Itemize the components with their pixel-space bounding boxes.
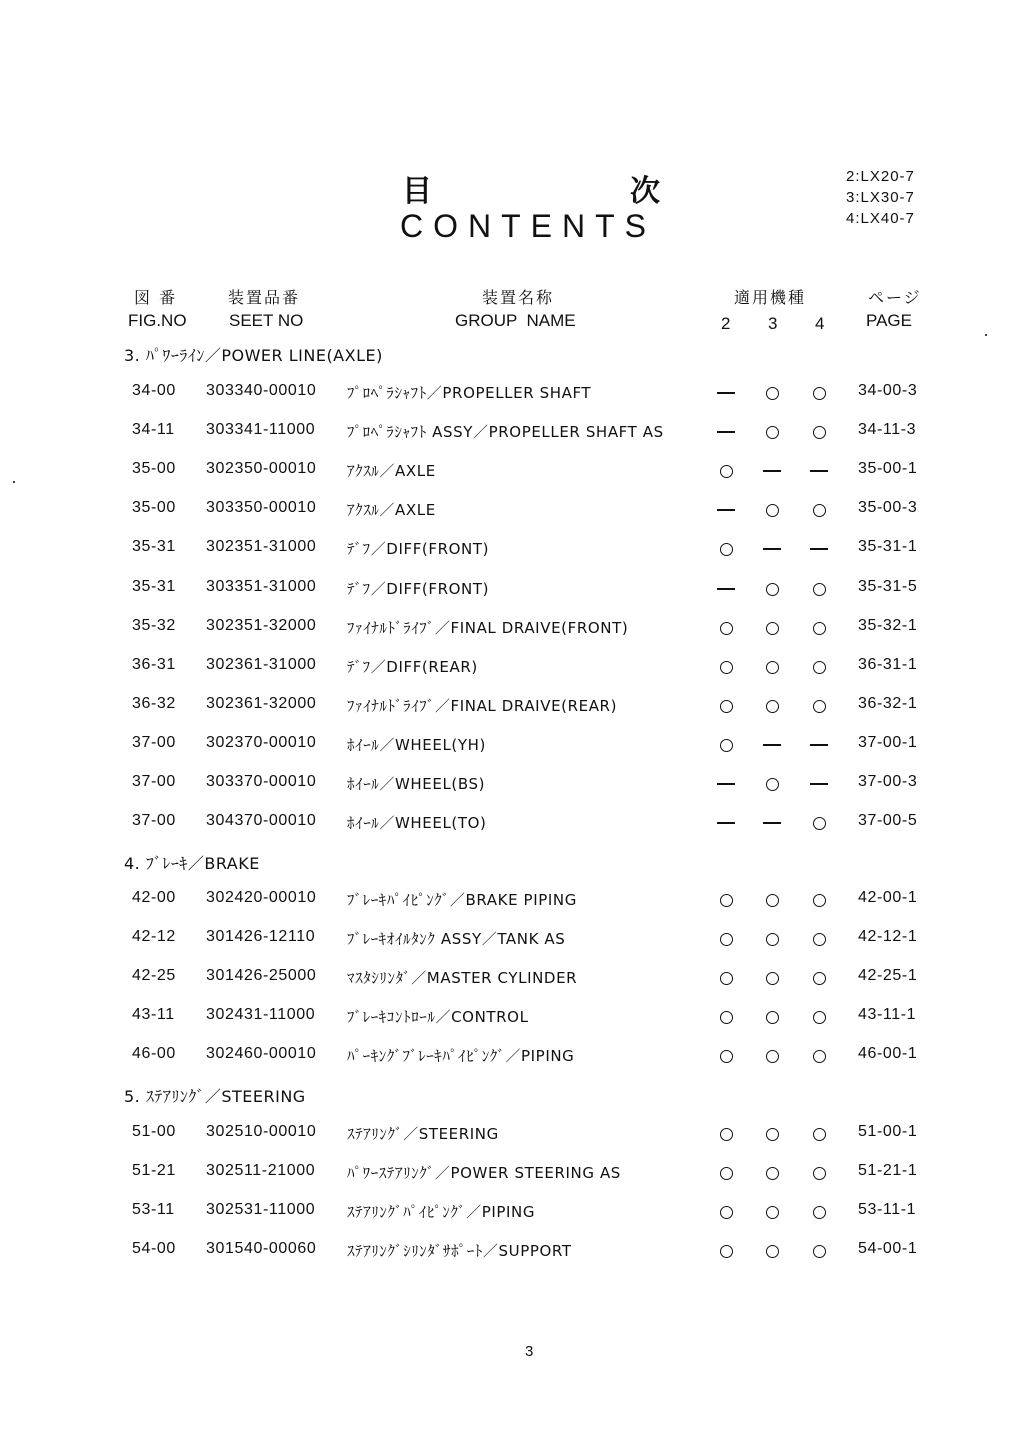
- header-sheet-no-jp: 装置品番: [228, 288, 301, 307]
- circle-icon: [813, 387, 826, 400]
- group-name: ｽﾃｱﾘﾝｸﾞ／STEERING: [347, 1125, 499, 1143]
- dash-icon: [810, 470, 828, 472]
- model-4-applicability: [810, 1048, 828, 1064]
- model-3-applicability: [763, 1009, 781, 1025]
- circle-icon: [766, 1206, 779, 1219]
- circle-icon: [766, 778, 779, 791]
- sheet-no: 302510-00010: [206, 1123, 317, 1140]
- model-3-applicability: [763, 1126, 781, 1142]
- model-3-applicability: [763, 463, 781, 479]
- circle-icon: [720, 661, 733, 674]
- model-2-applicability: [717, 502, 735, 518]
- table-row: [0, 773, 1024, 795]
- model-2-applicability: [717, 1165, 735, 1181]
- circle-icon: [813, 1245, 826, 1258]
- header-page-jp: ページ: [868, 288, 922, 307]
- circle-icon: [766, 583, 779, 596]
- section-heading: 3. ﾊﾟﾜｰﾗｲﾝ／POWER LINE(AXLE): [124, 346, 383, 365]
- model-3-applicability: [763, 970, 781, 986]
- group-name: ﾎｲｰﾙ／WHEEL(YH): [347, 736, 486, 754]
- fig-no: 46-00: [132, 1045, 176, 1062]
- model-4-applicability: [810, 815, 828, 831]
- table-row: [0, 499, 1024, 521]
- model-4-applicability: [810, 463, 828, 479]
- model-2-applicability: [717, 815, 735, 831]
- circle-icon: [720, 1206, 733, 1219]
- group-name: ﾊﾟﾜｰｽﾃｱﾘﾝｸﾞ／POWER STEERING AS: [347, 1164, 621, 1182]
- group-name: ﾌﾞﾚｰｷｵｲﾙﾀﾝｸ ASSY／TANK AS: [347, 930, 566, 948]
- circle-icon: [813, 700, 826, 713]
- circle-icon: [813, 504, 826, 517]
- fig-no: 42-12: [132, 928, 176, 945]
- circle-icon: [720, 543, 733, 556]
- page-reference: 37-00-1: [858, 734, 918, 751]
- header-model-3: 3: [768, 314, 778, 333]
- table-row: [0, 928, 1024, 950]
- sheet-no: 302361-31000: [206, 656, 317, 673]
- model-2-applicability: [717, 659, 735, 675]
- circle-icon: [813, 1167, 826, 1180]
- circle-icon: [720, 465, 733, 478]
- model-4-applicability: [810, 620, 828, 636]
- table-row: [0, 1201, 1024, 1223]
- model-3-applicability: [763, 659, 781, 675]
- circle-icon: [766, 1011, 779, 1024]
- table-row: [0, 734, 1024, 756]
- fig-no: 36-32: [132, 695, 176, 712]
- table-row: [0, 460, 1024, 482]
- page-reference: 43-11-1: [858, 1006, 917, 1023]
- scan-speck: [985, 334, 987, 336]
- group-name: ｱｸｽﾙ／AXLE: [347, 501, 436, 519]
- model-3-applicability: [763, 502, 781, 518]
- group-name: ﾌﾟﾛﾍﾟﾗｼｬﾌﾄ ASSY／PROPELLER SHAFT AS: [347, 423, 664, 441]
- sheet-no: 302431-11000: [206, 1006, 316, 1023]
- group-name: ﾃﾞﾌ／DIFF(FRONT): [347, 540, 490, 558]
- page-number: 3: [525, 1343, 534, 1360]
- model-4-applicability: [810, 541, 828, 557]
- group-name: ﾎｲｰﾙ／WHEEL(TO): [347, 814, 487, 832]
- model-2-applicability: [717, 1243, 735, 1259]
- page-reference: 35-32-1: [858, 617, 918, 634]
- model-2-applicability: [717, 620, 735, 636]
- model-3-applicability: [763, 1243, 781, 1259]
- page-reference: 35-00-3: [858, 499, 918, 516]
- page-reference: 37-00-5: [858, 812, 918, 829]
- table-row: [0, 1006, 1024, 1028]
- circle-icon: [720, 739, 733, 752]
- header-model-2: 2: [721, 314, 731, 333]
- circle-icon: [813, 933, 826, 946]
- table-row: [0, 538, 1024, 560]
- model-3-applicability: [763, 541, 781, 557]
- table-row: [0, 695, 1024, 717]
- model-4-applicability: [810, 1165, 828, 1181]
- group-name: ﾎｲｰﾙ／WHEEL(BS): [347, 775, 486, 793]
- group-name: ﾌｧｲﾅﾙﾄﾞﾗｲﾌﾞ／FINAL DRAIVE(REAR): [347, 697, 618, 715]
- circle-icon: [720, 972, 733, 985]
- model-2-applicability: [717, 1204, 735, 1220]
- fig-no: 35-31: [132, 578, 176, 595]
- sheet-no: 304370-00010: [206, 812, 317, 829]
- sheet-no: 302361-32000: [206, 695, 317, 712]
- title-jp-left: 目: [402, 174, 432, 209]
- header-sheet-no-en: SEET NO: [229, 311, 304, 330]
- model-3-applicability: [763, 1165, 781, 1181]
- fig-no: 43-11: [132, 1006, 175, 1023]
- fig-no: 51-00: [132, 1123, 176, 1140]
- page-reference: 51-00-1: [858, 1123, 918, 1140]
- model-2-applicability: [717, 698, 735, 714]
- group-name: ｱｸｽﾙ／AXLE: [347, 462, 436, 480]
- sheet-no: 302420-00010: [206, 889, 317, 906]
- model-4-applicability: [810, 385, 828, 401]
- fig-no: 35-00: [132, 460, 176, 477]
- page-reference: 36-32-1: [858, 695, 918, 712]
- model-4-applicability: [810, 1126, 828, 1142]
- table-row: [0, 578, 1024, 600]
- header-model-4: 4: [815, 314, 825, 333]
- page-reference: 42-25-1: [858, 967, 918, 984]
- circle-icon: [766, 972, 779, 985]
- group-name: ｽﾃｱﾘﾝｸﾞﾊﾟｲﾋﾟﾝｸﾞ／PIPING: [347, 1203, 536, 1221]
- sheet-no: 301426-12110: [206, 928, 316, 945]
- table-row: [0, 1123, 1024, 1145]
- model-3-applicability: [763, 892, 781, 908]
- circle-icon: [813, 622, 826, 635]
- sheet-no: 303350-00010: [206, 499, 317, 516]
- sheet-no: 302460-00010: [206, 1045, 317, 1062]
- model-2-applicability: [717, 931, 735, 947]
- fig-no: 37-00: [132, 812, 176, 829]
- fig-no: 51-21: [132, 1162, 176, 1179]
- sheet-no: 302351-32000: [206, 617, 317, 634]
- table-row: [0, 656, 1024, 678]
- table-row: [0, 421, 1024, 443]
- table-row: [0, 382, 1024, 404]
- page-reference: 42-12-1: [858, 928, 918, 945]
- model-3-applicability: [763, 698, 781, 714]
- page-reference: 42-00-1: [858, 889, 918, 906]
- group-name: ﾌｧｲﾅﾙﾄﾞﾗｲﾌﾞ／FINAL DRAIVE(FRONT): [347, 619, 629, 637]
- circle-icon: [766, 1050, 779, 1063]
- fig-no: 36-31: [132, 656, 176, 673]
- page-reference: 34-00-3: [858, 382, 918, 399]
- circle-icon: [720, 1128, 733, 1141]
- dash-icon: [810, 783, 828, 785]
- dash-icon: [717, 822, 735, 824]
- fig-no: 35-32: [132, 617, 176, 634]
- model-4-applicability: [810, 581, 828, 597]
- circle-icon: [813, 972, 826, 985]
- dash-icon: [717, 431, 735, 433]
- circle-icon: [766, 622, 779, 635]
- model-2-applicability: [717, 424, 735, 440]
- sheet-no: 303340-00010: [206, 382, 317, 399]
- circle-icon: [720, 1167, 733, 1180]
- fig-no: 35-00: [132, 499, 176, 516]
- circle-icon: [766, 700, 779, 713]
- model-4-applicability: [810, 892, 828, 908]
- circle-icon: [766, 1167, 779, 1180]
- group-name: ﾌﾟﾛﾍﾟﾗｼｬﾌﾄ／PROPELLER SHAFT: [347, 384, 592, 402]
- dash-icon: [810, 548, 828, 550]
- model-3-applicability: [763, 815, 781, 831]
- model-3-applicability: [763, 1204, 781, 1220]
- model-2-applicability: [717, 892, 735, 908]
- circle-icon: [766, 933, 779, 946]
- circle-icon: [766, 894, 779, 907]
- fig-no: 35-31: [132, 538, 176, 555]
- page-reference: 35-31-1: [858, 538, 918, 555]
- table-row: [0, 1240, 1024, 1262]
- title-jp-right: 次: [630, 174, 660, 209]
- sheet-no: 302351-31000: [206, 538, 317, 555]
- table-row: [0, 617, 1024, 639]
- header-fig-no-jp: 図 番: [134, 288, 178, 307]
- group-name: ﾊﾟｰｷﾝｸﾞﾌﾞﾚｰｷﾊﾟｲﾋﾟﾝｸﾞ／PIPING: [347, 1047, 575, 1065]
- model-4-applicability: [810, 502, 828, 518]
- dash-icon: [763, 548, 781, 550]
- circle-icon: [766, 426, 779, 439]
- page-title: CONTENTS: [400, 208, 656, 244]
- fig-no: 37-00: [132, 773, 176, 790]
- sheet-no: 301540-00060: [206, 1240, 317, 1257]
- dash-icon: [717, 783, 735, 785]
- header-models-jp: 適用機種: [734, 288, 807, 307]
- page-reference: 36-31-1: [858, 656, 918, 673]
- group-name: ﾃﾞﾌ／DIFF(REAR): [347, 658, 478, 676]
- model-2-applicability: [717, 463, 735, 479]
- circle-icon: [766, 387, 779, 400]
- circle-icon: [720, 1011, 733, 1024]
- model-3-applicability: [763, 620, 781, 636]
- circle-icon: [720, 700, 733, 713]
- page-reference: 35-00-1: [858, 460, 918, 477]
- circle-icon: [720, 622, 733, 635]
- page-reference: 34-11-3: [858, 421, 917, 438]
- model-2-applicability: [717, 541, 735, 557]
- model-2-applicability: [717, 1048, 735, 1064]
- circle-icon: [813, 1050, 826, 1063]
- model-4-applicability: [810, 1009, 828, 1025]
- circle-icon: [766, 661, 779, 674]
- model-2-applicability: [717, 737, 735, 753]
- model-4-applicability: [810, 424, 828, 440]
- sheet-no: 303351-31000: [206, 578, 317, 595]
- model-4-applicability: [810, 1243, 828, 1259]
- circle-icon: [720, 933, 733, 946]
- table-row: [0, 1045, 1024, 1067]
- model-legend: [846, 166, 915, 229]
- sheet-no: 302350-00010: [206, 460, 317, 477]
- model-3-applicability: [763, 424, 781, 440]
- model-2-applicability: [717, 1009, 735, 1025]
- section-heading: 5. ｽﾃｱﾘﾝｸﾞ／STEERING: [124, 1087, 306, 1106]
- circle-icon: [813, 1128, 826, 1141]
- table-row: [0, 967, 1024, 989]
- page-reference: 35-31-5: [858, 578, 918, 595]
- circle-icon: [813, 583, 826, 596]
- model-4-applicability: [810, 1204, 828, 1220]
- circle-icon: [720, 1245, 733, 1258]
- circle-icon: [813, 1011, 826, 1024]
- model-4-applicability: [810, 698, 828, 714]
- circle-icon: [813, 1206, 826, 1219]
- fig-no: 34-11: [132, 421, 175, 438]
- circle-icon: [766, 504, 779, 517]
- dash-icon: [763, 744, 781, 746]
- dash-icon: [763, 822, 781, 824]
- circle-icon: [766, 1245, 779, 1258]
- model-3-applicability: [763, 776, 781, 792]
- dash-icon: [717, 392, 735, 394]
- model-4-applicability: [810, 970, 828, 986]
- model-legend-item: 4:LX40-7: [846, 210, 915, 227]
- dash-icon: [763, 470, 781, 472]
- sheet-no: 301426-25000: [206, 967, 317, 984]
- group-name: ﾌﾞﾚｰｷﾊﾟｲﾋﾟﾝｸﾞ／BRAKE PIPING: [347, 891, 577, 909]
- header-fig-no-en: FIG.NO: [128, 311, 187, 330]
- model-3-applicability: [763, 1048, 781, 1064]
- group-name: ﾌﾞﾚｰｷｺﾝﾄﾛｰﾙ／CONTROL: [347, 1008, 529, 1026]
- page-reference: 51-21-1: [858, 1162, 918, 1179]
- circle-icon: [813, 817, 826, 830]
- model-4-applicability: [810, 931, 828, 947]
- fig-no: 42-00: [132, 889, 176, 906]
- group-name: ｽﾃｱﾘﾝｸﾞｼﾘﾝﾀﾞｻﾎﾟｰﾄ／SUPPORT: [347, 1242, 572, 1260]
- table-row: [0, 1162, 1024, 1184]
- page-reference: 46-00-1: [858, 1045, 918, 1062]
- model-2-applicability: [717, 970, 735, 986]
- table-row: [0, 812, 1024, 834]
- model-legend-item: 2:LX20-7: [846, 168, 915, 185]
- model-3-applicability: [763, 931, 781, 947]
- title-japanese: [402, 166, 660, 210]
- sheet-no: 303370-00010: [206, 773, 317, 790]
- model-2-applicability: [717, 776, 735, 792]
- header-group-name-jp: 装置名称: [482, 288, 555, 307]
- circle-icon: [720, 894, 733, 907]
- model-2-applicability: [717, 581, 735, 597]
- page-reference: 37-00-3: [858, 773, 918, 790]
- fig-no: 53-11: [132, 1201, 175, 1218]
- model-4-applicability: [810, 737, 828, 753]
- circle-icon: [766, 1128, 779, 1141]
- sheet-no: 302370-00010: [206, 734, 317, 751]
- page-reference: 54-00-1: [858, 1240, 918, 1257]
- dash-icon: [717, 588, 735, 590]
- model-2-applicability: [717, 385, 735, 401]
- model-3-applicability: [763, 581, 781, 597]
- model-2-applicability: [717, 1126, 735, 1142]
- header-group-name-en: GROUP NAME: [455, 311, 576, 330]
- fig-no: 37-00: [132, 734, 176, 751]
- section-heading: 4. ﾌﾞﾚｰｷ／BRAKE: [124, 854, 260, 873]
- group-name: ﾃﾞﾌ／DIFF(FRONT): [347, 580, 490, 598]
- fig-no: 34-00: [132, 382, 176, 399]
- model-legend-item: 3:LX30-7: [846, 189, 915, 206]
- model-4-applicability: [810, 659, 828, 675]
- sheet-no: 302511-21000: [206, 1162, 316, 1179]
- circle-icon: [813, 661, 826, 674]
- circle-icon: [813, 426, 826, 439]
- fig-no: 54-00: [132, 1240, 176, 1257]
- model-4-applicability: [810, 776, 828, 792]
- group-name: ﾏｽﾀｼﾘﾝﾀﾞ／MASTER CYLINDER: [347, 969, 578, 987]
- page-reference: 53-11-1: [858, 1201, 917, 1218]
- model-3-applicability: [763, 737, 781, 753]
- header-page-en: PAGE: [866, 311, 912, 330]
- model-3-applicability: [763, 385, 781, 401]
- fig-no: 42-25: [132, 967, 176, 984]
- sheet-no: 303341-11000: [206, 421, 316, 438]
- dash-icon: [810, 744, 828, 746]
- table-row: [0, 889, 1024, 911]
- dash-icon: [717, 509, 735, 511]
- circle-icon: [720, 1050, 733, 1063]
- sheet-no: 302531-11000: [206, 1201, 316, 1218]
- scan-speck: [13, 481, 15, 483]
- circle-icon: [813, 894, 826, 907]
